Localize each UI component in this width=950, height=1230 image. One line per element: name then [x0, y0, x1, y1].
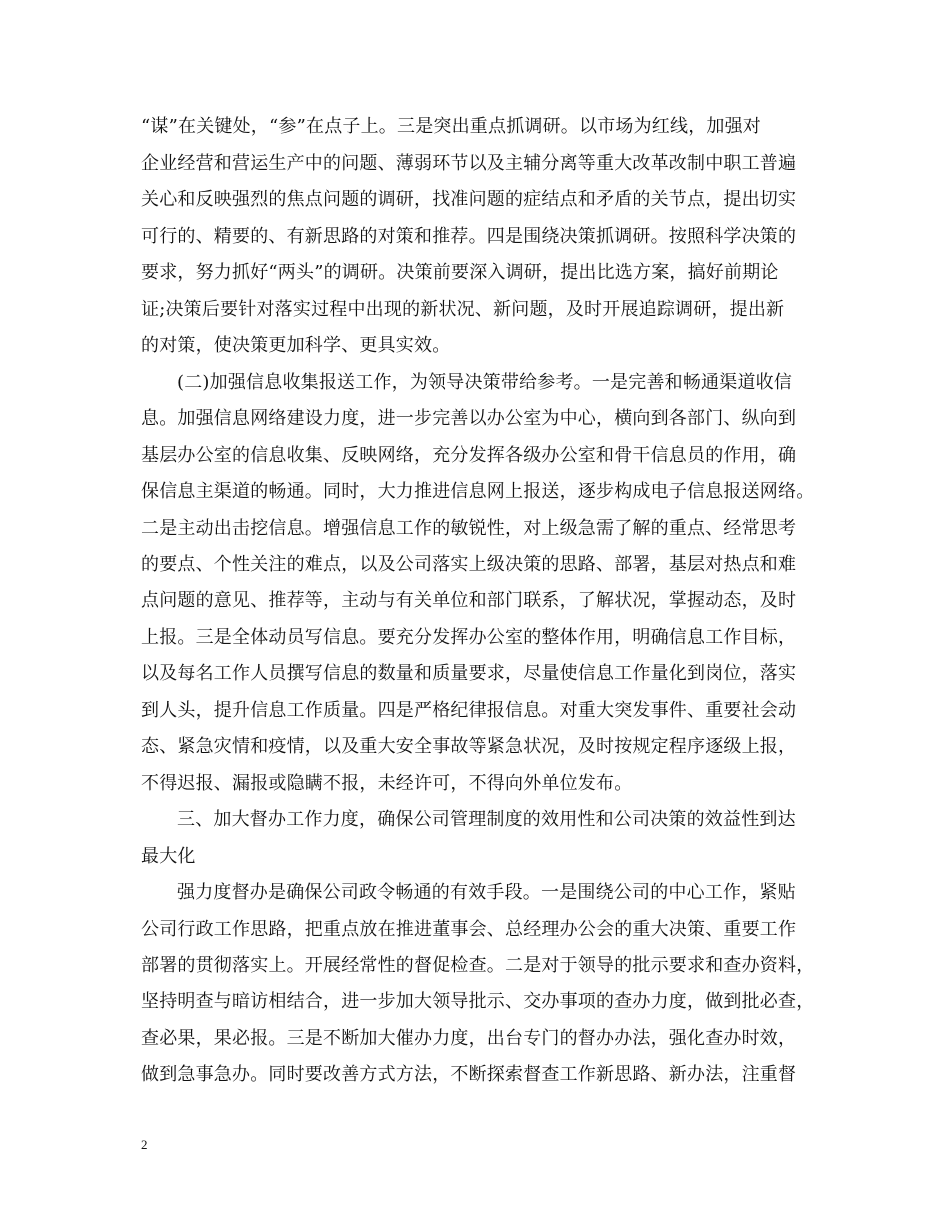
text-line: 证;决策后要针对落实过程中出现的新状况、新问题，及时开展追踪调研，提出新: [141, 299, 785, 320]
text-line: 关心和反映强烈的焦点问题的调研，找准问题的症结点和矛盾的关节点，提出切实: [141, 189, 797, 210]
text-line: 息。加强信息网络建设力度，进一步完善以办公室为中心，横向到各部门、纵向到: [141, 408, 797, 429]
text-line: 强力度督办是确保公司政令畅通的有效手段。一是围绕公司的中心工作，紧贴: [177, 882, 796, 903]
text-line: 做到急事急办。同时要改善方式方法，不断探索督查工作新思路、新办法，注重督: [141, 1064, 797, 1085]
text-line: 以及每名工作人员撰写信息的数量和质量要求，尽量使信息工作量化到岗位，落实: [141, 663, 797, 684]
text-line: 不得迟报、漏报或隐瞒不报，未经许可，不得向外单位发布。: [141, 773, 633, 794]
text-line: 公司行政工作思路，把重点放在推进董事会、总经理办公会的重大决策、重要工作: [141, 919, 797, 940]
text-line: 企业经营和营运生产中的问题、薄弱环节以及主辅分离等重大改革改制中职工普遍: [141, 153, 797, 174]
page-number: 2: [141, 1137, 148, 1152]
text-line: 的要点、个性关注的难点，以及公司落实上级决策的思路、部署，基层对热点和难: [141, 554, 797, 575]
text-line: 点问题的意见、推荐等，主动与有关单位和部门联系，了解状况，掌握动态，及时: [141, 590, 797, 611]
text-line: 坚持明查与暗访相结合，进一步加大领导批示、交办事项的查办力度，做到批必查，: [141, 991, 815, 1012]
text-line: 态、紧急灾情和疫情，以及重大安全事故等紧急状况，及时按规定程序逐级上报，: [141, 736, 797, 757]
text-line: 的对策，使决策更加科学、更具实效。: [141, 335, 451, 356]
text-line: 保信息主渠道的畅通。同时，大力推进信息网上报送，逐步构成电子信息报送网络。: [141, 481, 815, 502]
text-line: 上报。三是全体动员写信息。要充分发挥办公室的整体作用，明确信息工作目标，: [141, 627, 797, 648]
text-line: 要求，努力抓好“两头”的调研。决策前要深入调研，提出比选方案，搞好前期论: [141, 262, 779, 283]
text-line: 二是主动出击挖信息。增强信息工作的敏锐性，对上级急需了解的重点、经常思考: [141, 518, 797, 539]
text-line: “谋”在关键处，“参”在点子上。三是突出重点抓调研。以市场为红线，加强对: [141, 116, 762, 137]
text-line: 查必果，果必报。三是不断加大催办力度，出台专门的督办办法，强化查办时效，: [141, 1028, 797, 1049]
text-line: 部署的贯彻落实上。开展经常性的督促检查。二是对于领导的批示要求和查办资料，: [141, 955, 815, 976]
text-line: 到人头，提升信息工作质量。四是严格纪律报信息。对重大突发事件、重要社会动: [141, 700, 797, 721]
section-heading-continued: 最大化: [141, 846, 196, 867]
text-line: (二)加强信息收集报送工作，为领导决策带给参考。一是完善和畅通渠道收信: [177, 372, 793, 393]
text-line: 可行的、精要的、有新思路的对策和推荐。四是围绕决策抓调研。按照科学决策的: [141, 226, 797, 247]
text-line: 基层办公室的信息收集、反映网络，充分发挥各级办公室和骨干信息员的作用，确: [141, 445, 797, 466]
section-heading: 三、加大督办工作力度，确保公司管理制度的效用性和公司决策的效益性到达: [177, 809, 796, 830]
